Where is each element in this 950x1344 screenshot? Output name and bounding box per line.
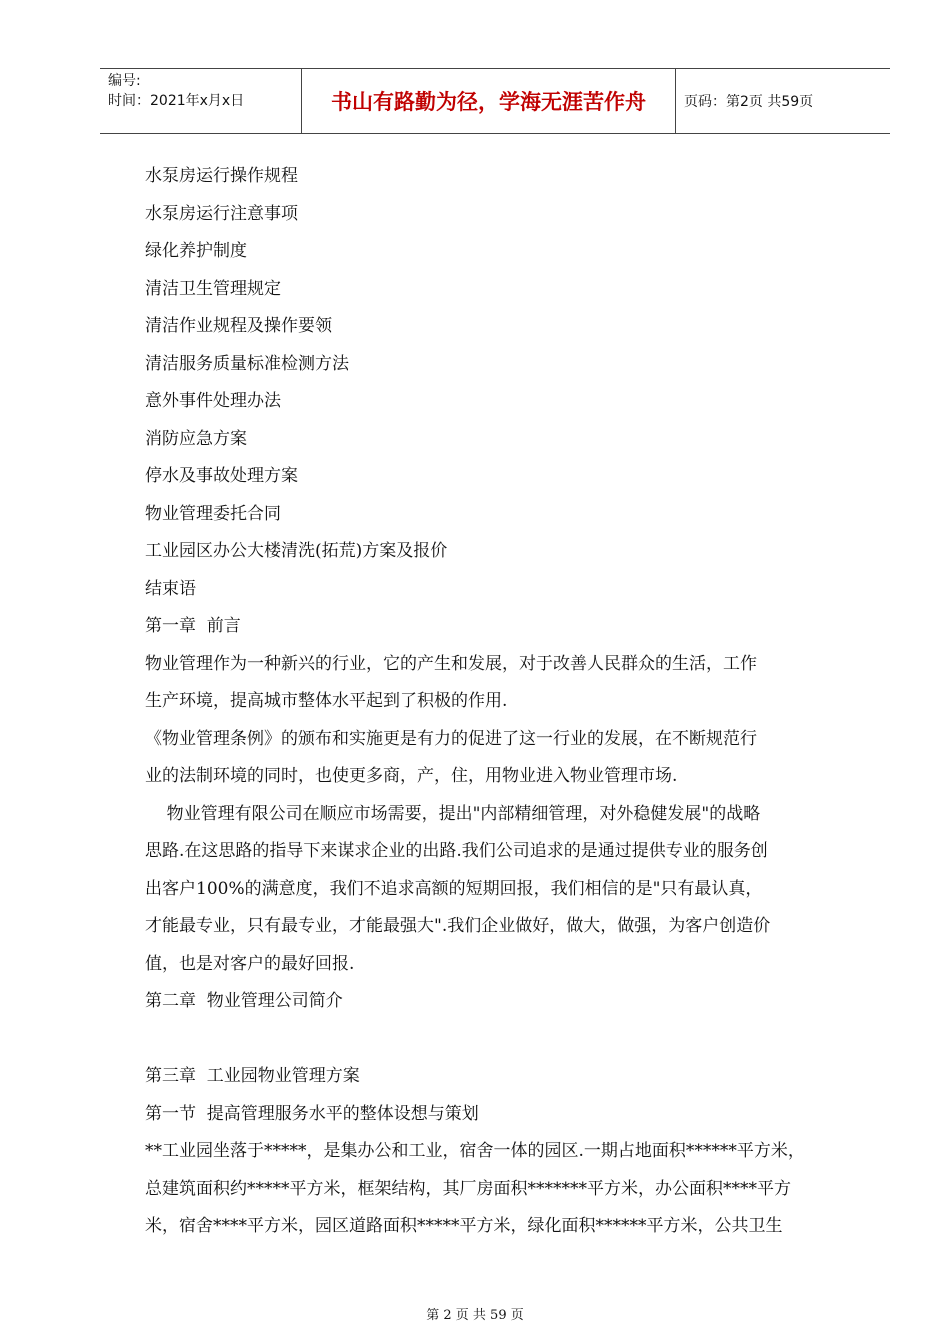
text-line: 物业管理委托合同 <box>145 503 281 524</box>
text-line: 出客户100%的满意度，我们不追求高额的短期回报，我们相信的是"只有最认真， <box>145 878 763 899</box>
text-line: **工业园坐落于*****，是集办公和工业，宿舍一体的园区.一期占地面积******平方米， <box>145 1141 805 1161</box>
header-meta <box>100 69 302 133</box>
text-line: 意外事件处理办法 <box>145 391 281 411</box>
page-header <box>100 68 890 134</box>
text-line: 水泵房运行操作规程 <box>145 166 298 186</box>
text-line: 结束语 <box>145 578 196 599</box>
document-time-label: 时间：2021年x月x日 <box>108 93 245 109</box>
header-page-info: 页码：第2页 共59页 <box>684 94 814 110</box>
text-line: 才能最专业，只有最专业，才能最强大".我们企业做好，做大，做强，为客户创造价 <box>145 916 771 936</box>
text-line: 第一章 前言 <box>145 616 241 636</box>
blank-line <box>145 1021 845 1059</box>
text-line: 第一节 提高管理服务水平的整体设想与策划 <box>145 1103 479 1124</box>
text-line: 第三章 工业园物业管理方案 <box>145 1066 360 1086</box>
text-line: 消防应急方案 <box>145 428 247 449</box>
header-motto: 书山有路勤为径，学海无涯苦作舟 <box>302 69 676 133</box>
text-line: 清洁卫生管理规定 <box>145 278 281 299</box>
text-line: 值，也是对客户的最好回报. <box>145 953 355 974</box>
text-line: 总建筑面积约*****平方米，框架结构，其厂房面积*******平方米，办公面积****平方 <box>145 1178 791 1199</box>
text-line: 清洁作业规程及操作要领 <box>145 316 332 336</box>
text-line: 米，宿舍****平方米，园区道路面积*****平方米，绿化面积******平方米，公共卫生 <box>145 1216 783 1236</box>
text-line: 生产环境，提高城市整体水平起到了积极的作用. <box>145 691 508 711</box>
document-body <box>145 158 845 1246</box>
text-line: 清洁服务质量标准检测方法 <box>145 353 349 374</box>
text-line: 《物业管理条例》的颁布和实施更是有力的促进了这一行业的发展，在不断规范行 <box>145 728 757 749</box>
text-line: 工业园区办公大楼清洗(拓荒)方案及报价 <box>145 541 448 561</box>
text-line: 思路.在这思路的指导下来谋求企业的出路.我们公司追求的是通过提供专业的服务创 <box>145 841 768 861</box>
text-line: 第二章 物业管理公司简介 <box>145 991 343 1011</box>
text-line: 水泵房运行注意事项 <box>145 203 298 224</box>
page-footer: 第 2 页 共 59 页 <box>426 1308 524 1323</box>
document-number-label: 编号: <box>108 73 141 89</box>
text-line: 停水及事故处理方案 <box>145 466 298 486</box>
text-line: 物业管理有限公司在顺应市场需要，提出"内部精细管理，对外稳健发展"的战略 <box>145 803 761 824</box>
text-line: 物业管理作为一种新兴的行业，它的产生和发展，对于改善人民群众的生活，工作 <box>145 653 757 674</box>
text-line: 业的法制环境的同时，也使更多商，产，住，用物业进入物业管理市场. <box>145 766 678 786</box>
text-line: 绿化养护制度 <box>145 241 247 261</box>
